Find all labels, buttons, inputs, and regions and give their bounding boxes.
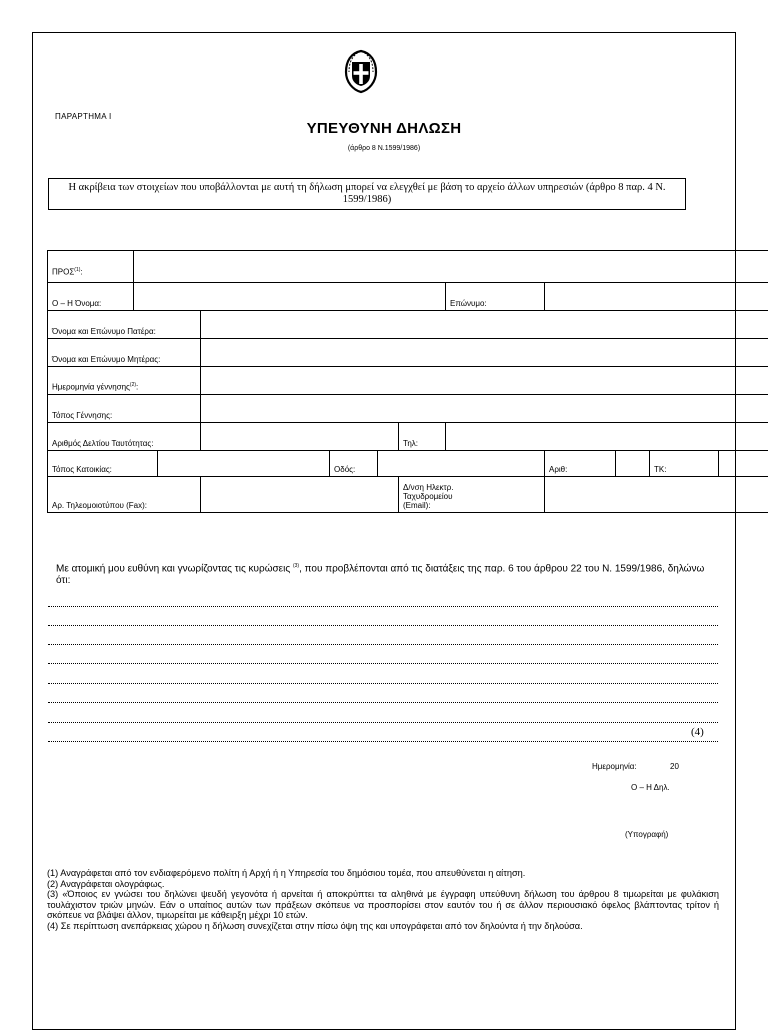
last-name-label: Επώνυμο: bbox=[446, 283, 545, 311]
row-birth-date bbox=[48, 367, 768, 395]
pros-field[interactable] bbox=[134, 251, 768, 283]
residence-label: Τόπος Κατοικίας: bbox=[48, 451, 158, 477]
note-four-marker: (4) bbox=[690, 726, 705, 738]
email-field[interactable] bbox=[545, 477, 768, 513]
row-address bbox=[48, 451, 768, 477]
declaration-line[interactable] bbox=[48, 644, 718, 645]
date-year-prefix: 20 bbox=[670, 762, 679, 771]
footnote-4: (4) Σε περίπτωση ανεπάρκειας χώρου η δήλωση συνεχίζεται στην πίσω όψη της και υπογράφεται από τον δηλούντα ή την δηλούσα. bbox=[47, 921, 719, 932]
row-id-phone bbox=[48, 423, 768, 451]
row-mother bbox=[48, 339, 768, 367]
phone-field[interactable] bbox=[446, 423, 768, 451]
mother-name-field[interactable] bbox=[201, 339, 768, 367]
fax-label: Αρ. Τηλεομοιοτύπου (Fax): bbox=[48, 477, 201, 513]
accuracy-notice: Η ακρίβεια των στοιχείων που υποβάλλονται με αυτή τη δήλωση μπορεί να ελεγχθεί με βάση το αρχείο άλλων υπηρεσιών (άρθρο 8 παρ. 4 Ν. 1599/1986) bbox=[48, 178, 686, 210]
mother-name-label: Όνομα και Επώνυμο Μητέρας: bbox=[48, 339, 201, 367]
email-label: Δ/νση Ηλεκτρ. Ταχυδρομείου (Email): bbox=[399, 477, 545, 513]
declarant-label: Ο – Η Δηλ. bbox=[631, 783, 670, 792]
declaration-line[interactable] bbox=[48, 741, 718, 742]
declarant-details-table bbox=[47, 250, 768, 513]
postal-code-field[interactable] bbox=[719, 451, 768, 477]
footnote-3: (3) «Όποιος εν γνώσει του δηλώνει ψευδή γεγονότα ή αρνείται ή αποκρύπτει τα αληθινά με έγγραφη υπεύθυνη δήλωση του άρθρου 8 τιμωρείται με φυλάκιση τουλάχιστον τριών μηνών. Εάν ο υπαίτιος αυτών των πράξεων σκόπευε να προσπορίσει στον εαυτόν του ή σε άλλον περιουσιακό όφελος βλάπτοντας τρίτον ή σκόπευε να βλάψει άλλον, τιμωρείται με κάθειρξη μέχρι 10 ετών. bbox=[47, 889, 719, 921]
annex-label: ΠΑΡΑΡΤΗΜΑ Ι bbox=[55, 112, 112, 121]
first-name-field[interactable] bbox=[134, 283, 446, 311]
father-name-field[interactable] bbox=[201, 311, 768, 339]
birth-place-field[interactable] bbox=[201, 395, 768, 423]
phone-label: Τηλ: bbox=[399, 423, 446, 451]
footnotes bbox=[47, 868, 719, 931]
greek-coat-of-arms-icon bbox=[342, 48, 380, 94]
street-label: Οδός: bbox=[330, 451, 378, 477]
declaration-line[interactable] bbox=[48, 663, 718, 664]
row-birth-place bbox=[48, 395, 768, 423]
first-name-label: Ο – Η Όνομα: bbox=[48, 283, 134, 311]
fax-field[interactable] bbox=[201, 477, 399, 513]
birth-date-field[interactable] bbox=[201, 367, 768, 395]
declaration-line[interactable] bbox=[48, 606, 718, 607]
pros-label: ΠΡΟΣ$^{(1)}$: bbox=[48, 251, 134, 283]
birth-date-label: Ημερομηνία γέννησης$^{(2)}$: bbox=[48, 367, 201, 395]
id-number-field[interactable] bbox=[201, 423, 399, 451]
document-subtitle: (άρθρο 8 Ν.1599/1986) bbox=[0, 145, 768, 152]
id-number-label: Αριθμός Δελτίου Ταυτότητας: bbox=[48, 423, 201, 451]
row-name bbox=[48, 283, 768, 311]
declaration-line[interactable] bbox=[48, 702, 718, 703]
footnote-2: (2) Αναγράφεται ολογράφως. bbox=[47, 879, 719, 890]
date-label: Ημερομηνία: bbox=[592, 762, 637, 771]
declaration-line[interactable] bbox=[48, 625, 718, 626]
row-pros bbox=[48, 251, 768, 283]
row-father bbox=[48, 311, 768, 339]
number-label: Αριθ: bbox=[545, 451, 616, 477]
postal-code-label: ΤΚ: bbox=[650, 451, 719, 477]
street-field[interactable] bbox=[378, 451, 545, 477]
declaration-line[interactable] bbox=[48, 722, 718, 723]
declaration-statement: Με ατομική μου ευθύνη και γνωρίζοντας τις κυρώσεις $^{(3)}$, που προβλέπονται από τις διατάξεις της παρ. 6 του άρθρου 22 του Ν. 1599/1986, δηλώνω ότι: bbox=[56, 560, 716, 587]
father-name-label: Όνομα και Επώνυμο Πατέρα: bbox=[48, 311, 201, 339]
birth-place-label: Τόπος Γέννησης: bbox=[48, 395, 201, 423]
signature-label: (Υπογραφή) bbox=[625, 830, 668, 839]
footnote-1: (1) Αναγράφεται από τον ενδιαφερόμενο πολίτη ή Αρχή ή η Υπηρεσία του δημόσιου τομέα, που απευθύνεται η αίτηση. bbox=[47, 868, 719, 879]
residence-field[interactable] bbox=[158, 451, 330, 477]
number-field[interactable] bbox=[616, 451, 650, 477]
row-contact bbox=[48, 477, 768, 513]
last-name-field[interactable] bbox=[545, 283, 768, 311]
declaration-line[interactable] bbox=[48, 683, 718, 684]
document-title: ΥΠΕΥΘΥΝΗ ΔΗΛΩΣΗ bbox=[0, 120, 768, 137]
